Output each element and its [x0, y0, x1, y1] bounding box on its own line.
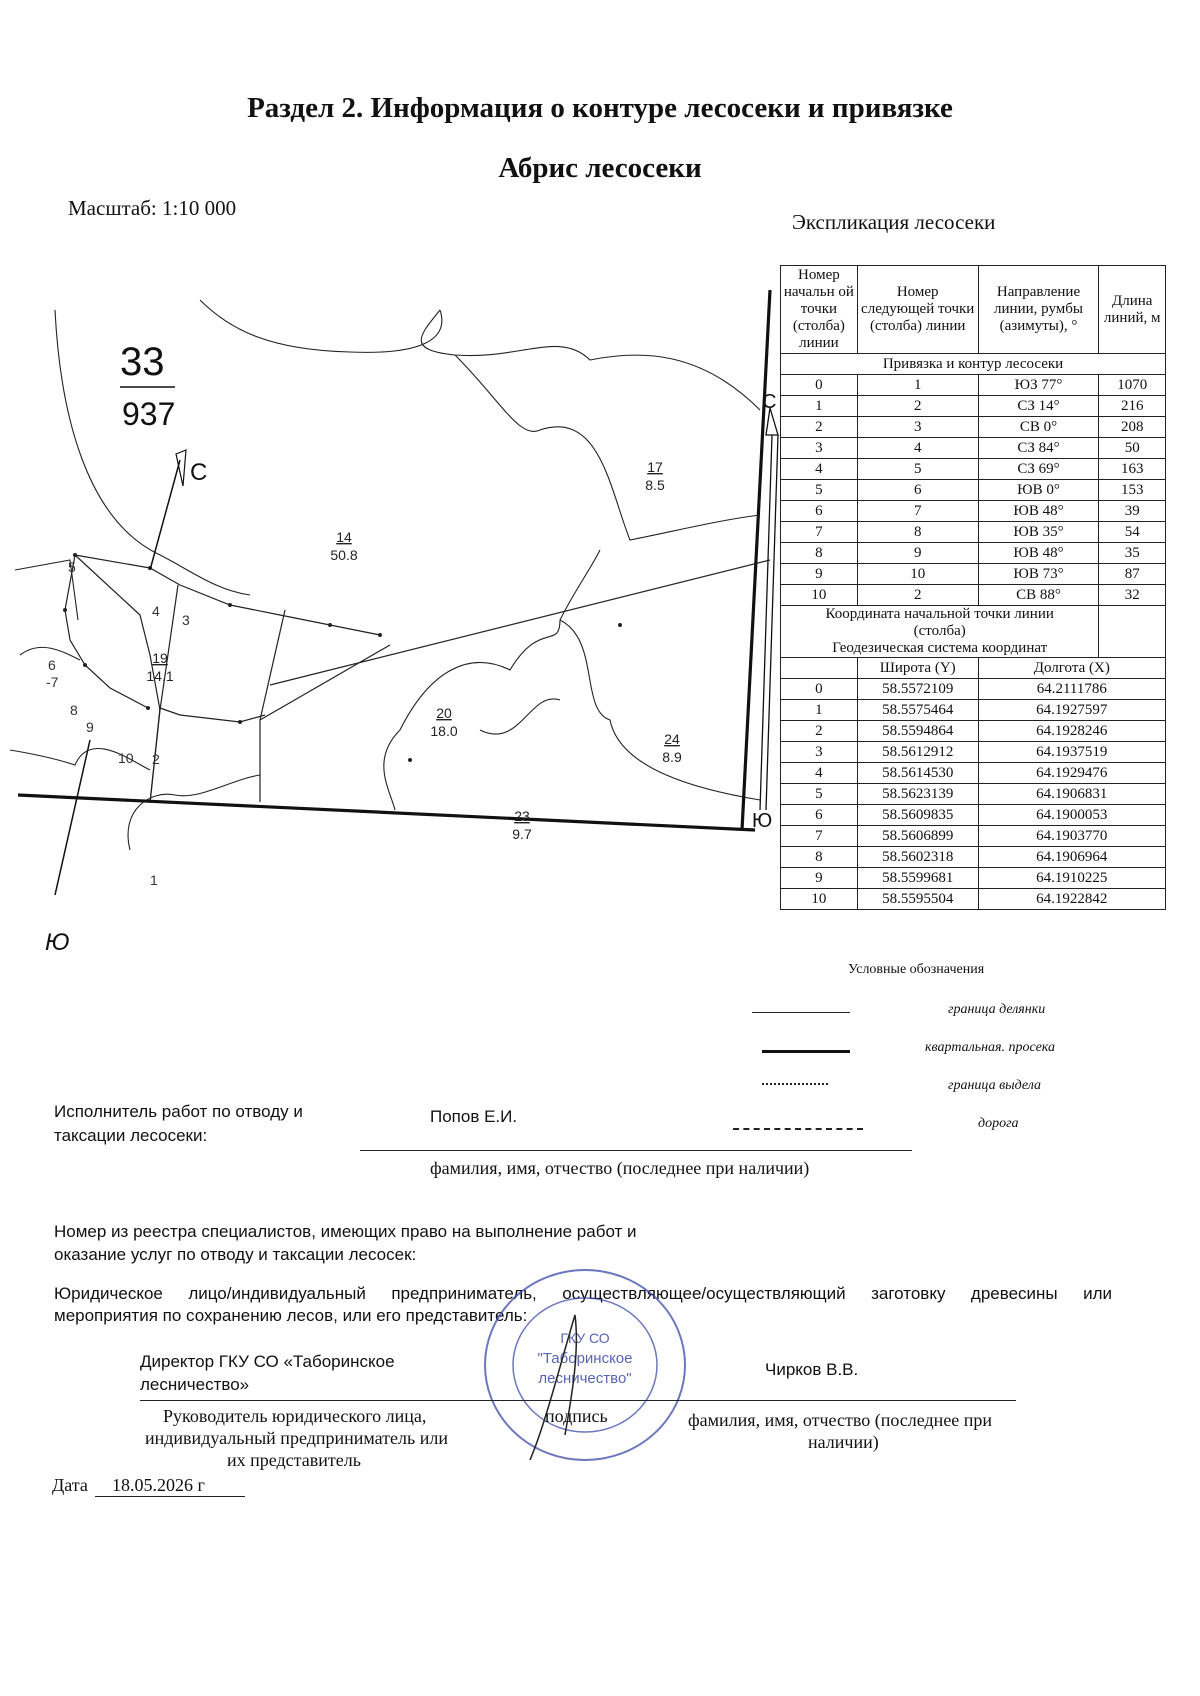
explication-rows: [781, 375, 1166, 606]
executor-label-2: таксации лесосеки:: [54, 1126, 208, 1145]
page-title: Раздел 2. Информация о контуре лесосеки и привязке: [247, 92, 953, 124]
date-line: [95, 1496, 245, 1497]
legend-label: дорога: [978, 1116, 1019, 1131]
map-boundary-14-17: [455, 355, 760, 540]
table-cell: 5: [781, 480, 858, 501]
coord-row: [781, 868, 1166, 889]
section-header: Привязка и контур лесосеки: [781, 354, 1166, 375]
plot-inner-line-1: [160, 585, 178, 710]
coordinate-rows: [781, 679, 1166, 910]
registry-line-1: Номер из реестра специалистов, имеющих право на выполнение работ и: [54, 1222, 637, 1241]
coord-cell: 64.1900053: [978, 805, 1165, 826]
table-cell: 10: [857, 564, 978, 585]
table-cell: 54: [1099, 522, 1166, 543]
table-cell: 4: [781, 459, 858, 480]
east-north-label: С: [762, 391, 777, 413]
director-caption-left-1: Руководитель юридического лица,: [163, 1406, 427, 1426]
table-cell: 8: [781, 543, 858, 564]
table-cell: 153: [1099, 480, 1166, 501]
quarter-boundary-east: [742, 290, 773, 832]
map-boundary-road: [128, 775, 260, 850]
legal-line-1: Юридическое лицо/индивидуальный предприниматель, осуществляющее/осуществляющий заготовку древесины или: [54, 1284, 1112, 1303]
coord-cell: 64.1928246: [978, 721, 1165, 742]
svg-text:"Таборинское: "Таборинское: [537, 1350, 633, 1367]
director-title-1: Директор ГКУ СО «Таборинское: [140, 1352, 395, 1371]
plot-inner-line-2: [260, 610, 285, 720]
table-cell: 7: [781, 522, 858, 543]
point-label: 10: [118, 750, 134, 766]
legend-label: граница выдела: [948, 1078, 1042, 1093]
table-row: [781, 459, 1166, 480]
point-label: 3: [182, 612, 190, 628]
coord-cell: 4: [781, 763, 858, 784]
legend-symbol-solid-thin: [752, 1012, 850, 1013]
director-caption-right-1: фамилия, имя, отчество (последнее при: [688, 1410, 993, 1430]
plot-area: 8.5: [645, 477, 665, 493]
signature-mark: [530, 1315, 576, 1460]
registry-line-2: оказание услуг по отводу и таксации лесосек:: [54, 1245, 417, 1264]
table-cell: ЮВ 0°: [978, 480, 1099, 501]
south-label: Ю: [45, 929, 70, 956]
legend-symbol-solid-thick: [762, 1050, 850, 1053]
map-scale: Масштаб: 1:10 000: [68, 196, 237, 220]
plot-area: 18.0: [430, 723, 458, 739]
coord-cell: 58.5602318: [857, 847, 978, 868]
svg-text:ГКУ СО: ГКУ СО: [560, 1330, 610, 1346]
plot-id: 20: [436, 705, 452, 721]
coord-cell: 58.5599681: [857, 868, 978, 889]
coord-cell: 58.5572109: [857, 679, 978, 700]
table-cell: 163: [1099, 459, 1166, 480]
table-cell: 8: [857, 522, 978, 543]
table-cell: 50: [1099, 438, 1166, 459]
coord-row: [781, 826, 1166, 847]
table-row: [781, 375, 1166, 396]
table-cell: 3: [781, 438, 858, 459]
plot-area: 9.7: [512, 826, 532, 842]
south-arrow-icon: [55, 740, 90, 895]
executor-label-1: Исполнитель работ по отводу и: [54, 1102, 303, 1121]
table-cell: 208: [1099, 417, 1166, 438]
table-cell: 2: [857, 585, 978, 606]
coord-cell: 58.5575464: [857, 700, 978, 721]
coord-cell: 58.5614530: [857, 763, 978, 784]
table-cell: 32: [1099, 585, 1166, 606]
coord-cell: 64.1937519: [978, 742, 1165, 763]
coord-cell: 6: [781, 805, 858, 826]
table-cell: 6: [781, 501, 858, 522]
plot-area: 8.9: [662, 749, 682, 765]
coord-row: [781, 847, 1166, 868]
table-row: [781, 417, 1166, 438]
plot-id: 19: [152, 650, 168, 666]
col-header: Длина линий, м: [1099, 266, 1166, 354]
table-cell: 3: [857, 417, 978, 438]
table-cell: 10: [781, 585, 858, 606]
point-label: 4: [152, 603, 160, 619]
coord-row: [781, 889, 1166, 910]
executor-signature-line: [360, 1150, 912, 1151]
coord-cell: 64.1922842: [978, 889, 1165, 910]
legend-label: квартальная. просека: [925, 1040, 1055, 1055]
point-label: 6: [48, 657, 56, 673]
director-title-2: лесничество»: [140, 1375, 250, 1394]
svg-text:лесничество": лесничество": [538, 1370, 632, 1387]
plot-outline-south: [150, 708, 265, 803]
table-row: [781, 480, 1166, 501]
director-caption-mid: подпись: [545, 1406, 608, 1426]
legend-symbol-dotted: [762, 1083, 828, 1085]
quarter-sub: 937: [122, 396, 176, 432]
north-label: С: [190, 459, 208, 486]
point-label: 8: [70, 702, 78, 718]
table-row: [781, 501, 1166, 522]
table-cell: СЗ 69°: [978, 459, 1099, 480]
table-cell: ЮВ 73°: [978, 564, 1099, 585]
legend-symbol-dashed: [733, 1128, 863, 1130]
point-label: 9: [86, 719, 94, 735]
table-cell: 4: [857, 438, 978, 459]
table-row: [781, 396, 1166, 417]
director-name: Чирков В.В.: [765, 1360, 859, 1379]
coord-cell: 58.5595504: [857, 889, 978, 910]
table-cell: 9: [857, 543, 978, 564]
table-cell: 216: [1099, 396, 1166, 417]
table-cell: 7: [857, 501, 978, 522]
coord-cell: 10: [781, 889, 858, 910]
official-stamp: [470, 1255, 700, 1465]
explication-title: Экспликация лесосеки: [792, 210, 996, 234]
coord-cell: 58.5609835: [857, 805, 978, 826]
table-cell: 1: [781, 396, 858, 417]
coord-cell: 9: [781, 868, 858, 889]
executor-caption: фамилия, имя, отчество (последнее при наличии): [430, 1158, 810, 1178]
table-cell: СЗ 14°: [978, 396, 1099, 417]
table-cell: СЗ 84°: [978, 438, 1099, 459]
coord-header: Широта (Y): [857, 658, 978, 679]
coord-cell: 58.5612912: [857, 742, 978, 763]
col-header: Направление линии, румбы (азимуты), °: [978, 266, 1099, 354]
table-cell: 6: [857, 480, 978, 501]
table-cell: СВ 88°: [978, 585, 1099, 606]
director-signature-line: [140, 1400, 1016, 1401]
map-boundary-top: [200, 300, 442, 352]
coord-cell: 3: [781, 742, 858, 763]
explication-table: [780, 265, 1166, 910]
col-header: Номер следующей точки (столба) линии: [857, 266, 978, 354]
table-cell: 1: [857, 375, 978, 396]
table-cell: 9: [781, 564, 858, 585]
plot-outline-north: [75, 555, 380, 635]
table-cell: 87: [1099, 564, 1166, 585]
coord-cell: 64.1903770: [978, 826, 1165, 847]
table-cell: 1070: [1099, 375, 1166, 396]
plot-id: 24: [664, 731, 680, 747]
legal-line-2: мероприятия по сохранению лесов, или его представитель:: [54, 1306, 528, 1325]
coord-cell: 2: [781, 721, 858, 742]
date-label: Дата: [52, 1475, 88, 1495]
table-row: [781, 522, 1166, 543]
table-cell: ЮВ 35°: [978, 522, 1099, 543]
section-header-coords: Координата начальной точки линии (столба) Геодезическая система координат: [781, 606, 1099, 658]
point-label: 5: [68, 559, 76, 575]
plot-outline-bend: [65, 555, 148, 708]
plot-map: [0, 290, 780, 970]
coord-header: Долгота (X): [978, 658, 1165, 679]
col-header: Номер начальн ой точки (столба) линии: [781, 266, 858, 354]
map-boundary-23: [384, 730, 400, 810]
table-cell: 0: [781, 375, 858, 396]
coord-cell: 1: [781, 700, 858, 721]
plot-inner-line-4: [270, 560, 770, 685]
executor-name: Попов Е.И.: [430, 1107, 518, 1126]
legend-title: Условные обозначения: [848, 962, 985, 977]
plot-id: 17: [647, 459, 663, 475]
point-label: 1: [150, 872, 158, 888]
coord-cell: 8: [781, 847, 858, 868]
coord-row: [781, 742, 1166, 763]
coord-cell: 64.1929476: [978, 763, 1165, 784]
table-cell: ЮВ 48°: [978, 501, 1099, 522]
table-cell: ЮЗ 77°: [978, 375, 1099, 396]
table-cell: СВ 0°: [978, 417, 1099, 438]
table-row: [781, 438, 1166, 459]
map-boundary-17: [421, 310, 760, 410]
table-cell: 39: [1099, 501, 1166, 522]
date-value: 18.05.2026 г: [112, 1475, 205, 1495]
table-cell: 2: [857, 396, 978, 417]
plot-area: 14.1: [146, 668, 174, 684]
director-caption-left-3: их представитель: [227, 1450, 361, 1470]
map-boundary-24: [560, 620, 760, 800]
coord-cell: 5: [781, 784, 858, 805]
east-arrow-icon: [760, 408, 778, 810]
table-cell: ЮВ 48°: [978, 543, 1099, 564]
table-row: [781, 543, 1166, 564]
point-label: -7: [46, 674, 59, 690]
north-arrow-icon: [150, 450, 186, 570]
coord-cell: 7: [781, 826, 858, 847]
east-south-label: Ю: [752, 810, 773, 832]
table-row: [781, 564, 1166, 585]
coord-cell: 64.2111786: [978, 679, 1165, 700]
coord-cell: 64.1906831: [978, 784, 1165, 805]
map-boundary-20: [400, 550, 600, 730]
quarter-number: 33: [120, 340, 165, 384]
table-row: [781, 585, 1166, 606]
coord-cell: 58.5623139: [857, 784, 978, 805]
plot-id: 14: [336, 529, 352, 545]
map-boundary-23-24: [480, 699, 560, 734]
coord-cell: 64.1906964: [978, 847, 1165, 868]
director-caption-right-2: наличии): [808, 1432, 879, 1452]
coord-cell: 0: [781, 679, 858, 700]
plot-area: 50.8: [330, 547, 358, 563]
coord-cell: 64.1927597: [978, 700, 1165, 721]
coord-row: [781, 721, 1166, 742]
director-caption-left-2: индивидуальный предприниматель или: [145, 1428, 448, 1448]
coord-row: [781, 679, 1166, 700]
legend-label: граница делянки: [948, 1002, 1046, 1017]
table-cell: 5: [857, 459, 978, 480]
plot-id: 23: [514, 808, 530, 824]
point-label: 2: [152, 751, 160, 767]
coord-row: [781, 805, 1166, 826]
page-subtitle: Абрис лесосеки: [498, 152, 702, 184]
table-cell: 35: [1099, 543, 1166, 564]
table-cell: 2: [781, 417, 858, 438]
coord-cell: 58.5606899: [857, 826, 978, 847]
coord-row: [781, 763, 1166, 784]
coord-cell: 58.5594864: [857, 721, 978, 742]
coord-cell: 64.1910225: [978, 868, 1165, 889]
coord-row: [781, 784, 1166, 805]
coord-row: [781, 700, 1166, 721]
